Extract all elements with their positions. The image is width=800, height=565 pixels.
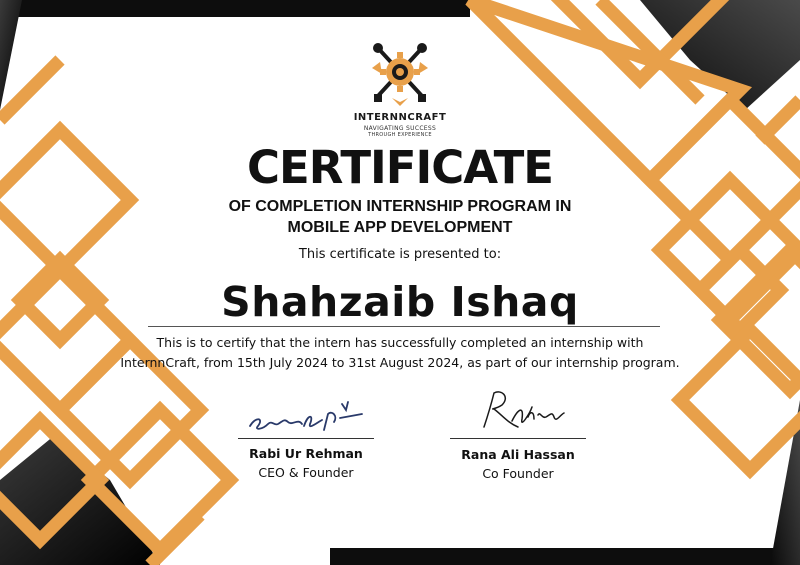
certificate-subtitle — [0, 196, 800, 238]
signature-block-ceo — [236, 392, 376, 484]
signature-line-ceo — [238, 438, 374, 439]
bottom-dark-band — [330, 548, 800, 565]
signatory-role-ceo: CEO & Founder — [258, 465, 354, 480]
presented-to-text: This certificate is presented to: — [298, 247, 502, 262]
subtitle-line2: MOBILE APP DEVELOPMENT — [287, 219, 513, 236]
gear-wrench-logo-icon — [370, 40, 430, 112]
recipient-underline — [148, 326, 660, 327]
brand-tagline-line1: NAVIGATING SUCCESS — [363, 125, 437, 132]
brand-name: INTERNNCRAFT — [353, 112, 447, 123]
recipient-name: Shahzaib Ishaq — [221, 278, 579, 326]
certificate-body — [0, 333, 800, 373]
signature-block-cofounder — [448, 385, 588, 484]
brand-tagline-line2: THROUGH EXPERIENCE — [368, 132, 432, 138]
top-dark-band — [0, 0, 470, 17]
body-line2: InternnCraft, from 15th July 2024 to 31st August 2024, as part of our internship program. — [120, 355, 680, 370]
signatory-role-cofounder: Co Founder — [482, 466, 554, 481]
certificate-title: CERTIFICATE — [246, 141, 554, 194]
subtitle-line1: OF COMPLETION INTERNSHIP PROGRAM IN — [228, 198, 572, 215]
body-line1: This is to certify that the intern has successfully completed an internship with — [156, 335, 644, 350]
signature-image-cofounder — [468, 387, 578, 435]
signature-image-ceo — [244, 396, 364, 436]
signatory-name-cofounder: Rana Ali Hassan — [461, 447, 575, 462]
signatory-name-ceo: Rabi Ur Rehman — [249, 446, 363, 461]
signature-line-cofounder — [450, 438, 586, 439]
brand-logo — [345, 40, 455, 145]
